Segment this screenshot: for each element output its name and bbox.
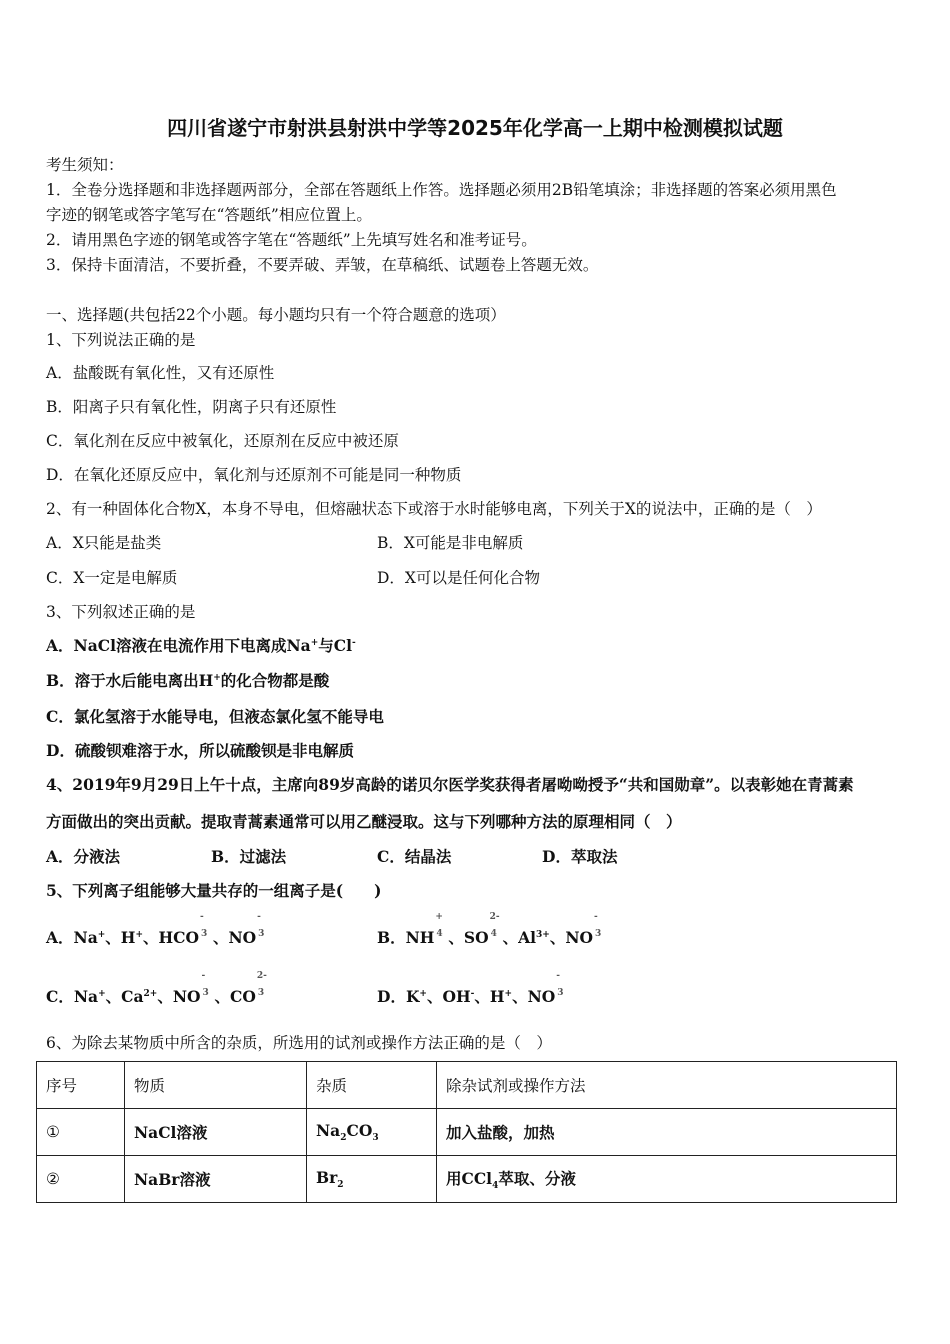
q4-option-b: B．过滤法 — [211, 847, 287, 866]
q5-option-a: A．Na+、H+、HCO - 3 、NO - 3 — [46, 912, 265, 947]
notice-line-2: 2．请用黑色字迹的钢笔或答字笔在“答题纸”上先填写姓名和准考证号。 — [46, 231, 537, 249]
q5-option-c: C．Na+、$Ca^{2+}$、NO - 3 、CO 2- 3 — [46, 971, 267, 1006]
table-header-cell: 除杂试剂或操作方法 — [437, 1062, 897, 1109]
q2-option-b: B．X可能是非电解质 — [377, 534, 524, 552]
q1-option-a: A．盐酸既有氧化性，又有还原性 — [46, 364, 275, 382]
q2-stem: 2、有一种固体化合物X，本身不导电，但熔融状态下或溶于水时能够电离，下列关于X的说法中，正确的是（ ） — [46, 500, 822, 518]
table-row — [37, 1109, 897, 1156]
q5-option-d: D．K+、OH-、H+、NO - 3 — [377, 971, 564, 1006]
q6-table — [36, 1061, 897, 1203]
q4-option-c: C．结晶法 — [377, 847, 452, 866]
table-header-cell: 杂质 — [307, 1062, 437, 1109]
q1-stem: 1、下列说法正确的是 — [46, 331, 196, 349]
table-header-cell: 序号 — [37, 1062, 125, 1109]
table-cell: 用CCl$_4$萃取、分液 — [437, 1156, 897, 1203]
q1-option-b: B．阳离子只有氧化性，阴离子只有还原性 — [46, 398, 337, 416]
q4-stem-line-2: 方面做出的突出贡献。提取青蒿素通常可以用乙醚浸取。这与下列哪种方法的原理相同（ ） — [46, 812, 682, 831]
notice-line-1b: 字迹的钢笔或答字笔写在“答题纸”相应位置上。 — [46, 206, 372, 224]
notice-line-3: 3．保持卡面清洁，不要折叠，不要弄破、弄皱，在草稿纸、试题卷上答题无效。 — [46, 256, 599, 274]
q5-option-b: B．NH + 4 、SO 2- 4 、$Al^{3+}$、NO - 3 — [377, 912, 602, 947]
q3-option-c: C．氯化氢溶于水能导电，但液态氯化氢不能导电 — [46, 707, 384, 726]
table-cell: $Br_2$ — [307, 1156, 437, 1203]
table-row — [37, 1156, 897, 1203]
q4-option-d: D．萃取法 — [542, 847, 618, 866]
notice-line-1a: 1．全卷分选择题和非选择题两部分，全部在答题纸上作答。选择题必须用2B铅笔填涂；非选择题的答案必须用黑色 — [46, 181, 837, 199]
table-cell: NaBr溶液 — [125, 1156, 307, 1203]
table-cell: $Na_2CO_3$ — [307, 1109, 437, 1156]
q2-option-a: A．X只能是盐类 — [46, 534, 162, 552]
q2-option-d: D．X可以是任何化合物 — [377, 569, 540, 587]
section-heading: 一、选择题(共包括22个小题。每小题均只有一个符合题意的选项） — [46, 306, 506, 324]
table-cell: 加入盐酸，加热 — [437, 1109, 897, 1156]
q1-option-d: D．在氧化还原反应中，氧化剂与还原剂不可能是同一种物质 — [46, 466, 462, 484]
table-cell: ① — [37, 1109, 125, 1156]
notice-heading: 考生须知： — [46, 156, 124, 174]
q3-stem: 3、下列叙述正确的是 — [46, 603, 196, 621]
q2-option-c: C．X一定是电解质 — [46, 569, 178, 587]
q3-option-a: A．NaCl溶液在电流作用下电离成Na+与Cl- — [46, 636, 356, 655]
q6-stem: 6、为除去某物质中所含的杂质，所选用的试剂或操作方法正确的是（ ） — [46, 1034, 552, 1052]
q4-stem-line-1: 4、2019年9月29日上午十点，主席向89岁高龄的诺贝尔医学奖获得者屠呦呦授予“共和国勋章”。以表彰她在青蒿素 — [46, 775, 854, 794]
table-header-row — [37, 1062, 897, 1109]
q5-stem: 5、下列离子组能够大量共存的一组离子是( ) — [46, 881, 382, 900]
q3-option-b: B．溶于水后能电离出H+的化合物都是酸 — [46, 671, 330, 690]
q1-option-c: C．氧化剂在反应中被氧化，还原剂在反应中被还原 — [46, 432, 399, 450]
table-cell: NaCl溶液 — [125, 1109, 307, 1156]
table-header-cell: 物质 — [125, 1062, 307, 1109]
page-title: 四川省遂宁市射洪县射洪中学等2025年化学高一上期中检测模拟试题 — [167, 116, 783, 140]
table-cell: ② — [37, 1156, 125, 1203]
q4-option-a: A．分液法 — [46, 847, 121, 866]
q3-option-d: D．硫酸钡难溶于水，所以硫酸钡是非电解质 — [46, 741, 354, 760]
